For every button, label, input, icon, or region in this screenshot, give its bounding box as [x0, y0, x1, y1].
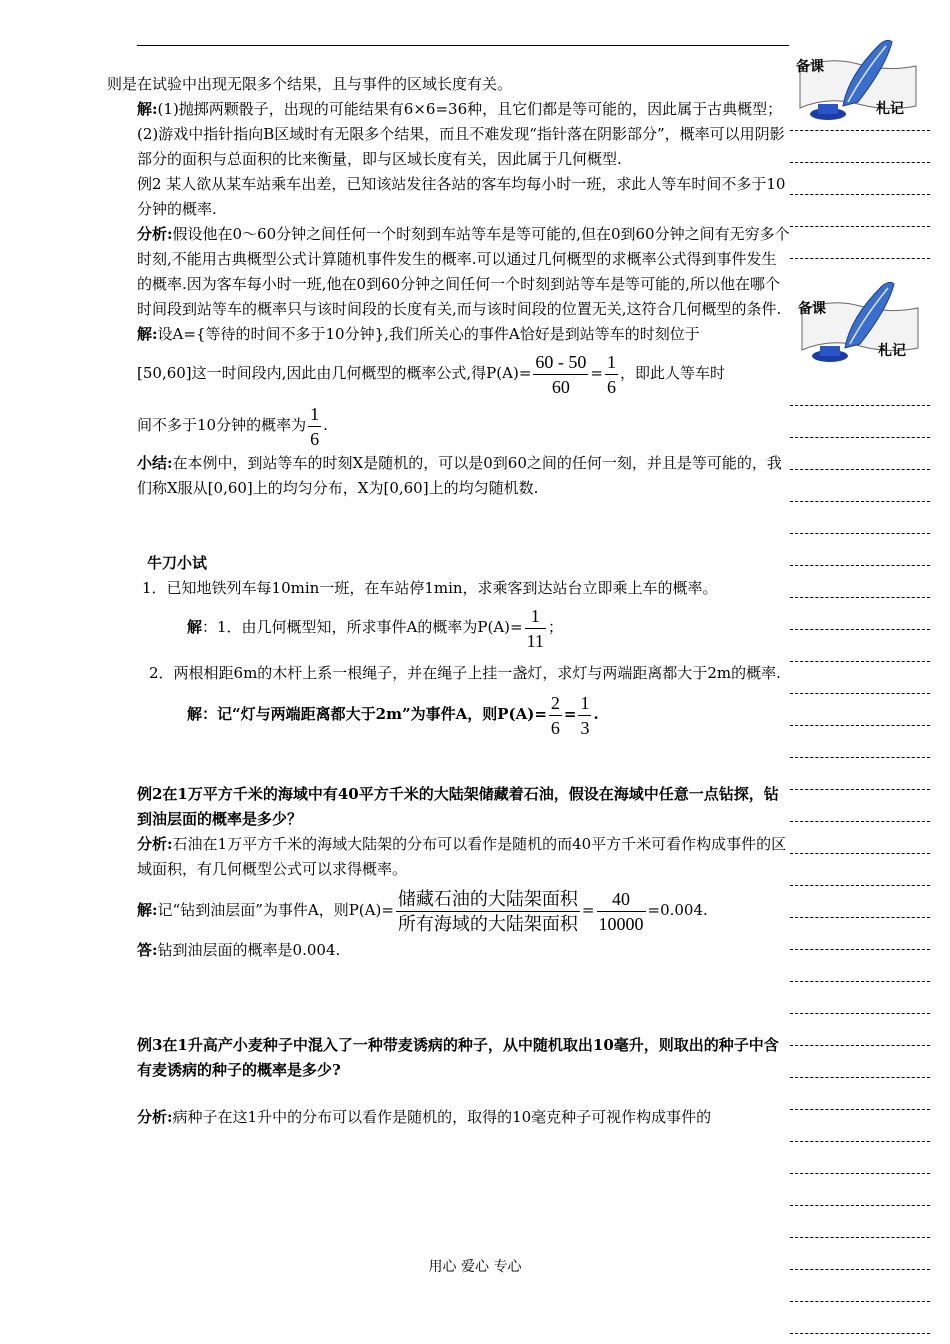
margin-note-art-1	[788, 36, 928, 126]
label-solution: 解	[187, 705, 203, 723]
label-analysis: 分析:	[137, 1108, 173, 1126]
fraction: $\frac{\text{储藏石油的大陆架面积}}{\text{所有海域的大陆架面积}}$	[397, 888, 578, 934]
quill-inkwell-icon	[790, 278, 930, 368]
text-line: ，即此人等车时	[619, 364, 725, 382]
fraction: $\frac{2}{6}$	[550, 692, 560, 738]
section-title: 牛刀小试	[147, 554, 208, 572]
equals-sign: =	[581, 901, 595, 919]
label-solution: 解:	[137, 901, 158, 919]
label-solution: 解:	[137, 325, 158, 343]
label-solution: 解:	[137, 100, 158, 118]
fraction: $\frac{60 - 50}{60}$	[535, 351, 587, 397]
text-line: =0.004.	[647, 901, 708, 919]
question-2: 2．两根相距6m的木杆上系一根绳子，并在绳子上挂一盏灯，求灯与两端距离都大于2m的概率.	[149, 664, 781, 682]
fraction: $\frac{40}{10000}$	[598, 888, 644, 934]
label-analysis: 分析:	[137, 225, 173, 243]
semicolon: ；	[547, 618, 563, 636]
equals-sign: =	[563, 705, 577, 723]
text-line: 钻到油层面的概率是0.004.	[157, 941, 341, 959]
text-line: 设A={等待的时间不多于10分钟},我们所关心的事件A恰好是到站等车的时刻位于	[157, 325, 700, 343]
fraction: $\frac{1}{3}$	[580, 692, 590, 738]
text-line: 记“钻到油层面”为事件A，则P(A)=	[157, 901, 394, 919]
text-line: ：记“灯与两端距离都大于2m”为事件A，则P(A)=	[202, 705, 547, 723]
quill-inkwell-icon	[788, 36, 928, 126]
margin-note-art-2	[790, 278, 930, 368]
label-answer: 答:	[137, 941, 158, 959]
page-body	[107, 72, 790, 1130]
text-line: 在本例中，到站等车的时刻X是随机的，可以是0到60之间的任何一刻，并且是等可能的，我们称X服从[0,60]上的均匀分布，X为[0,60]上的均匀随机数.	[137, 454, 782, 497]
period: .	[593, 705, 599, 723]
fraction: $\frac{1}{6}$	[606, 351, 616, 397]
example-2-ocean: 例2在1万平方千米的海域中有40平方千米的大陆架储藏着石油，假设在海域中任意一点钻探，钻到油层面的概率是多少？	[137, 785, 779, 828]
text-line: ：1．由几何概型知，所求事件A的概率为P(A)=	[202, 618, 523, 636]
fraction: $\frac{1}{11}$	[526, 605, 544, 651]
margin-label-prep: 备课	[796, 59, 824, 75]
margin-label-notes: 札记	[876, 101, 904, 117]
text-line: (2)游戏中指针指向B区域时有无限多个结果，而且不难发现“指针落在阴影部分”，概率可以用阴影部分的面积与总面积的比来衡量，即与区域长度有关，因此属于几何概型.	[137, 125, 785, 168]
page-footer: 用心 爱心 专心	[428, 1259, 522, 1275]
margin-label-prep: 备课	[798, 301, 826, 317]
margin-label-notes: 札记	[878, 343, 906, 359]
text-line: 则是在试验中出现无限多个结果，且与事件的区域长度有关。	[107, 75, 513, 93]
text-line: (1)抛掷两颗骰子，出现的可能结果有6×6=36种，且它们都是等可能的，因此属于古典概型；	[157, 100, 783, 118]
question-1: 1．已知地铁列车每10min一班，在车站停1min，求乘客到达站台立即乘上车的概率。	[142, 579, 718, 597]
text-line: [50,60]这一时间段内,因此由几何概型的概率公式,得P(A)=	[137, 364, 532, 382]
text-line: 病种子在这1升中的分布可以看作是随机的，取得的10毫克种子可视作构成事件的	[172, 1108, 712, 1126]
period: .	[323, 416, 328, 434]
label-solution: 解	[187, 618, 203, 636]
example-3-wheat: 例3在1升高产小麦种子中混入了一种带麦诱病的种子，从中随机取出10毫升，则取出的种子中含有麦诱病的种子的概率是多少?	[137, 1036, 779, 1079]
header-rule	[137, 45, 789, 46]
label-summary: 小结:	[137, 454, 173, 472]
text-line: 间不多于10分钟的概率为	[137, 416, 307, 434]
text-line: 假设他在0～60分钟之间任何一个时刻到车站等车是等可能的,但在0到60分钟之间有无穷多个时刻,不能用古典概型公式计算随机事件发生的概率.可以通过几何概型的求概率公式得到事件发生的概率.因为客车每小时一班,他在0到60分钟之间任何一个时刻到站等车是等可能的,所以他在哪个时间段到站等车的概率只与该时间段的长度有关,而与该时间段的位置无关,这符合几何概型的条件.	[137, 225, 790, 318]
text-line: 石油在1万平方千米的海域大陆架的分布可以看作是随机的而40平方千米可看作构成事件的区域面积，有几何概型公式可以求得概率。	[137, 835, 787, 878]
fraction: $\frac{1}{6}$	[310, 403, 320, 449]
label-analysis: 分析:	[137, 835, 173, 853]
equals-sign: =	[590, 364, 603, 382]
example-2-text: 例2 某人欲从某车站乘车出差，已知该站发往各站的客车均每小时一班，求此人等车时间不多于10分钟的概率.	[137, 175, 786, 218]
